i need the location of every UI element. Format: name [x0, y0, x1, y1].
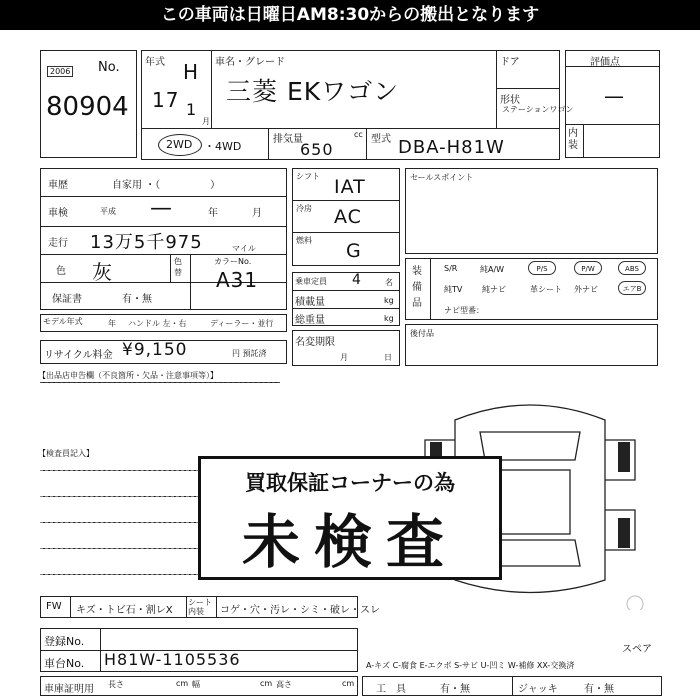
drive-4wd: ・4WD — [204, 140, 242, 153]
shape-label: 形状 — [500, 95, 520, 106]
car-name: 三菱 EKワゴン — [226, 77, 400, 106]
inspection-era: 平成 — [100, 207, 116, 216]
model-year-handle: ハンドル 左・右 — [128, 319, 187, 328]
tools-value: 有・無 — [440, 684, 470, 695]
equip-tv: 純TV — [444, 285, 463, 294]
history-label: 車歴 — [48, 180, 68, 191]
notes-title: 【出品店申告欄（不良箇所・欠品・注意事項等）】 — [38, 371, 218, 380]
aftermarket-box — [405, 324, 658, 366]
shift-value: IAT — [334, 176, 366, 198]
nameplate-day: 日 — [384, 353, 392, 362]
interior-label: 内装 — [568, 128, 578, 151]
warranty-label: 保証書 — [52, 294, 82, 305]
recycle-value: ¥9,150 — [122, 340, 188, 360]
ac-label: 冷房 — [296, 204, 312, 213]
tools-label: 工 具 — [376, 684, 406, 695]
fw-label: FW — [46, 601, 62, 612]
engine-value: 650 — [300, 140, 334, 159]
cert-cm-1: cm — [176, 679, 189, 688]
fuel-label: 燃料 — [296, 236, 312, 245]
score-value: — — [604, 84, 625, 108]
fuel-value: G — [346, 240, 362, 262]
reg-no-label: 登録No. — [44, 635, 85, 648]
cert-label: 車庫証明用 — [44, 684, 94, 695]
equipment-label: 装備品 — [412, 266, 422, 309]
stamp-line2: 未検査 — [241, 508, 458, 576]
nendo-label: 年式 — [145, 57, 165, 68]
cert-cm-3: cm — [342, 679, 355, 688]
jack-value: 有・無 — [584, 684, 614, 695]
weight-label: 総重量 — [295, 315, 325, 326]
load-unit: kg — [384, 296, 394, 305]
fw-value: キズ・トビ石・割レX — [76, 605, 173, 616]
model-year-year: 年 — [108, 319, 116, 328]
chassis-value: H81W-1105536 — [104, 650, 241, 669]
equip-pw: P/W — [574, 261, 602, 275]
equip-aw: 純A/W — [480, 265, 505, 274]
capacity-unit: 名 — [385, 278, 393, 287]
inspection-year: 年 — [208, 208, 218, 219]
seat-label: シート内装 — [188, 598, 212, 616]
weight-unit: kg — [384, 314, 394, 323]
load-label: 積載量 — [295, 297, 325, 308]
nendo-era: H — [183, 60, 200, 84]
equip-navi: 純ナビ — [482, 285, 506, 294]
nameplate-month: 月 — [340, 353, 348, 362]
equip-airbag: エアB — [618, 281, 646, 295]
shift-label: シフト — [296, 172, 320, 181]
mileage-unit: マイル — [232, 244, 256, 253]
mileage-value: 13万5千975 — [90, 232, 203, 253]
equip-sr: S/R — [444, 264, 458, 273]
color-code: A31 — [216, 268, 259, 292]
cert-length: 長さ — [108, 680, 124, 689]
model-value: DBA-H81W — [398, 137, 505, 158]
cert-cm-2: cm — [260, 679, 273, 688]
shape-value: ステーションワゴン — [502, 105, 574, 114]
recycle-label: リサイクル料金 — [44, 350, 113, 361]
model-year-dealer: ディーラー・並行 — [210, 319, 274, 328]
seat-value: コゲ・穴・汚レ・シミ・破レ・スレ — [220, 605, 380, 616]
capacity-value: 4 — [352, 272, 362, 288]
score-label: 評価点 — [590, 57, 620, 68]
nendo-month-label: 月 — [202, 117, 210, 126]
lot-number: 80904 — [46, 92, 129, 122]
inspector-title: 【検査員記入】 — [38, 449, 94, 458]
cert-height: 高さ — [276, 680, 292, 689]
spare-label: スペア — [622, 644, 652, 655]
equip-seat: 革シート — [530, 285, 562, 294]
jack-label: ジャッキ — [518, 684, 558, 695]
sales-point-label: セールスポイント — [410, 173, 474, 182]
nendo-year: 17 — [152, 88, 180, 112]
model-year-label: モデル年式 — [43, 317, 83, 326]
equip-ext-navi: 外ナビ — [574, 285, 598, 294]
car-name-label: 車名・グレード — [215, 57, 285, 68]
damage-legend: A-キズ C-腐食 E-エクボ S-サビ U-凹ミ W-補修 XX-交換済 — [366, 661, 575, 670]
history-value: 自家用 ・（ ） — [112, 180, 221, 191]
warranty-value: 有・無 — [122, 294, 152, 305]
equip-abs: ABS — [618, 261, 646, 275]
color-change-label: 色替 — [174, 257, 182, 277]
capacity-label: 乗車定員 — [295, 277, 327, 286]
inspection-label: 車検 — [48, 208, 68, 219]
drive-2wd: 2WD — [166, 138, 193, 151]
engine-unit: cc — [354, 130, 363, 139]
ac-value: AC — [334, 206, 362, 228]
banner: この車両は日曜日AM8:30からの搬出となります — [0, 0, 700, 30]
engine-label: 排気量 — [273, 134, 303, 145]
inspection-value: — — [150, 196, 173, 221]
cert-width: 幅 — [192, 680, 200, 689]
door-label: ドア — [500, 57, 520, 68]
inspection-month: 月 — [252, 208, 262, 219]
mileage-label: 走行 — [48, 238, 68, 249]
color-value: 灰 — [92, 260, 113, 284]
stamp — [198, 456, 502, 580]
lot-no-label: No. — [98, 60, 120, 75]
navi-model: ナビ型番： — [444, 306, 484, 315]
recycle-suffix: 円 預託済 — [232, 349, 267, 358]
model-label: 型式 — [371, 134, 391, 145]
equip-ps: P/S — [528, 261, 556, 275]
aftermarket-label: 後付品 — [410, 329, 434, 338]
stamp-line1: 買取保証コーナーの為 — [245, 471, 455, 495]
nameplate-label: 名変期限 — [295, 337, 335, 348]
color-label: 色 — [56, 266, 66, 277]
lot-year-box: 2006 — [47, 66, 73, 77]
color-code-label: カラーNo. — [214, 257, 252, 266]
nendo-month: 1 — [186, 100, 198, 119]
chassis-label: 車台No. — [44, 657, 85, 670]
